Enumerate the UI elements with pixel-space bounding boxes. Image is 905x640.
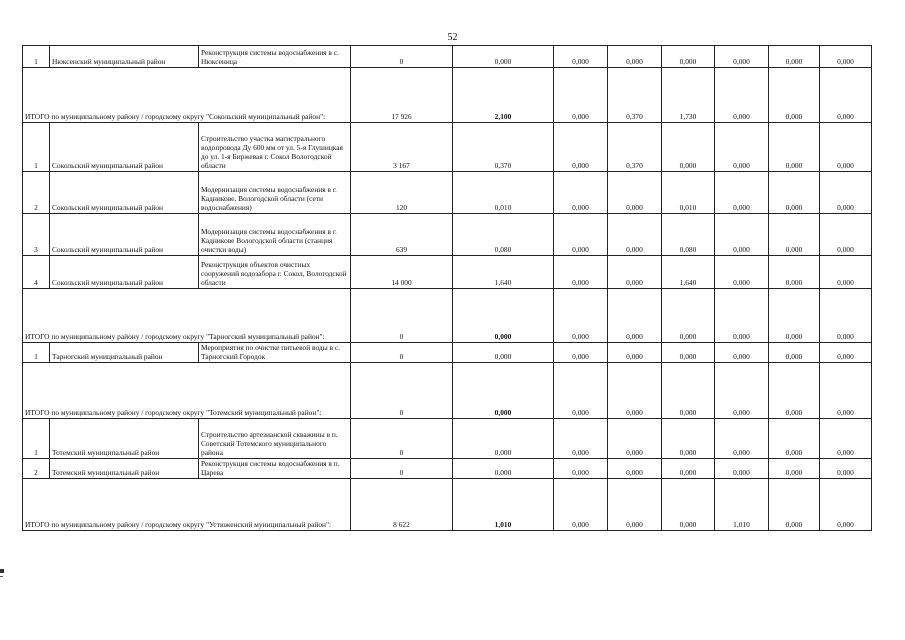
value-cell: 0,000 [715, 289, 769, 343]
value-cell: 0,000 [769, 256, 820, 289]
total-row [23, 363, 872, 419]
value-cell: 0,000 [715, 363, 769, 419]
value-cell: 0,000 [453, 459, 554, 479]
district-name: Тотемский муниципальный район [50, 459, 199, 479]
table-body [23, 46, 872, 531]
value-cell: 0,000 [662, 363, 715, 419]
project-description: Мероприятия по очистке питьевой воды в с. Тарногский Городок [199, 343, 351, 363]
margin-mark [0, 576, 3, 577]
district-name: Сокольский муниципальный район [50, 214, 199, 256]
value-cell: 0,000 [608, 289, 662, 343]
value-cell: 0,000 [715, 343, 769, 363]
value-cell: 0,000 [715, 172, 769, 214]
value-cell: 0,000 [662, 46, 715, 68]
value-cell: 0,000 [554, 68, 608, 123]
project-description: Реконструкция системы водоснабжения в с. Нюксеница [199, 46, 351, 68]
value-cell: 0,000 [820, 123, 872, 172]
value-cell: 0,000 [715, 46, 769, 68]
margin-mark [0, 569, 4, 573]
value-cell: 0,000 [769, 46, 820, 68]
total-label: ИТОГО по муниципальному району / городскому округу "Устюженский муниципальный район": [23, 479, 351, 531]
value-cell: 0,000 [608, 343, 662, 363]
value-cell: 8 622 [351, 479, 453, 531]
value-cell: 0,000 [820, 68, 872, 123]
value-cell: 0,000 [662, 343, 715, 363]
value-cell: 0,000 [554, 123, 608, 172]
value-cell: 0,000 [453, 419, 554, 459]
value-cell: 0 [351, 289, 453, 343]
row-number: 1 [23, 343, 50, 363]
total-row [23, 479, 872, 531]
value-cell: 0,370 [608, 68, 662, 123]
value-cell: 0,080 [453, 214, 554, 256]
value-cell: 0,000 [662, 289, 715, 343]
value-cell: 0 [351, 46, 453, 68]
total-label: ИТОГО по муниципальному району / городскому округу "Тарногский муниципальный район": [23, 289, 351, 343]
district-name: Тарногский муниципальный район [50, 343, 199, 363]
page-number: 52 [447, 32, 458, 43]
project-description: Реконструкция системы водоснабжения в п. Царева [199, 459, 351, 479]
project-description: Строительство участка магистрального водопровода Ду 600 мм от ул. 5-я Глушицкая до ул. 1-я Биржевая г. Сокол Вологодской области [199, 123, 351, 172]
row-number: 3 [23, 214, 50, 256]
value-cell: 0 [351, 459, 453, 479]
value-cell: 1,730 [662, 68, 715, 123]
value-cell: 0,000 [453, 363, 554, 419]
value-cell: 14 000 [351, 256, 453, 289]
value-cell: 2,100 [453, 68, 554, 123]
table-row [23, 459, 872, 479]
value-cell: 0,010 [453, 172, 554, 214]
value-cell: 0,000 [554, 256, 608, 289]
value-cell: 0,000 [453, 289, 554, 343]
value-cell: 0,370 [453, 123, 554, 172]
value-cell: 0,000 [608, 419, 662, 459]
value-cell: 0,000 [554, 419, 608, 459]
project-description: Модернизация системы водоснабжения в г. Кадникове, Вологодской области (сети водоснабжения) [199, 172, 351, 214]
value-cell: 0,000 [715, 214, 769, 256]
district-name: Тотемский муниципальный район [50, 419, 199, 459]
value-cell: 0 [351, 363, 453, 419]
value-cell: 0,000 [820, 419, 872, 459]
value-cell: 0,000 [769, 479, 820, 531]
value-cell: 0,000 [769, 289, 820, 343]
value-cell: 0,000 [662, 419, 715, 459]
value-cell: 0,000 [769, 172, 820, 214]
value-cell: 0,000 [554, 214, 608, 256]
value-cell: 0,000 [715, 459, 769, 479]
table-row [23, 343, 872, 363]
value-cell: 0,000 [608, 172, 662, 214]
value-cell: 0,000 [769, 343, 820, 363]
value-cell: 0,000 [715, 68, 769, 123]
value-cell: 0,000 [608, 256, 662, 289]
value-cell: 120 [351, 172, 453, 214]
row-number: 1 [23, 46, 50, 68]
value-cell: 0,000 [608, 214, 662, 256]
value-cell: 0,080 [662, 214, 715, 256]
value-cell: 0,000 [820, 289, 872, 343]
table-row [23, 419, 872, 459]
table-row [23, 172, 872, 214]
value-cell: 0,000 [453, 343, 554, 363]
row-number: 4 [23, 256, 50, 289]
value-cell: 0,000 [769, 214, 820, 256]
district-name: Сокольский муниципальный район [50, 256, 199, 289]
row-number: 2 [23, 172, 50, 214]
row-number: 1 [23, 123, 50, 172]
value-cell: 0,000 [820, 363, 872, 419]
value-cell: 0,000 [554, 172, 608, 214]
value-cell: 0,000 [554, 363, 608, 419]
value-cell: 0,000 [820, 343, 872, 363]
value-cell: 0,000 [608, 46, 662, 68]
row-number: 2 [23, 459, 50, 479]
value-cell: 0,000 [820, 46, 872, 68]
value-cell: 0,000 [554, 479, 608, 531]
investment-table [22, 45, 872, 531]
value-cell: 0,000 [662, 479, 715, 531]
value-cell: 0,000 [769, 363, 820, 419]
value-cell: 0,000 [554, 289, 608, 343]
value-cell: 3 167 [351, 123, 453, 172]
value-cell: 1,640 [662, 256, 715, 289]
project-description: Модернизация системы водоснабжения в г. Кадникове Вологодской области (станция очистки воды) [199, 214, 351, 256]
value-cell: 0,370 [608, 123, 662, 172]
value-cell: 0,000 [715, 123, 769, 172]
value-cell: 0 [351, 343, 453, 363]
value-cell: 0,000 [715, 256, 769, 289]
value-cell: 0,000 [820, 214, 872, 256]
district-name: Нюксенский муниципальный район [50, 46, 199, 68]
value-cell: 1,010 [453, 479, 554, 531]
value-cell: 0,000 [554, 459, 608, 479]
district-name: Сокольский муниципальный район [50, 123, 199, 172]
value-cell: 0,000 [820, 172, 872, 214]
table-row [23, 46, 872, 68]
value-cell: 0,000 [608, 479, 662, 531]
row-number: 1 [23, 419, 50, 459]
table-row [23, 214, 872, 256]
project-description: Строительство артезианской скважины в п. Советский Тотемского муниципального района [199, 419, 351, 459]
total-row [23, 289, 872, 343]
value-cell: 0,000 [554, 343, 608, 363]
project-description: Реконструкция объектов очистных сооружений водозабора г. Сокол, Вологодской области [199, 256, 351, 289]
value-cell: 0,010 [662, 172, 715, 214]
value-cell: 0,000 [769, 459, 820, 479]
value-cell: 0,000 [554, 46, 608, 68]
value-cell: 0,000 [769, 68, 820, 123]
value-cell: 0,000 [662, 123, 715, 172]
value-cell: 1,010 [715, 479, 769, 531]
value-cell: 0,000 [769, 123, 820, 172]
total-row [23, 68, 872, 123]
value-cell: 0,000 [608, 363, 662, 419]
value-cell: 0,000 [769, 419, 820, 459]
district-name: Сокольский муниципальный район [50, 172, 199, 214]
total-label: ИТОГО по муниципальному району / городскому округу "Сокольский муниципальный район": [23, 68, 351, 123]
value-cell: 0,000 [608, 459, 662, 479]
table-row [23, 256, 872, 289]
value-cell: 0,000 [820, 459, 872, 479]
value-cell: 0 [351, 419, 453, 459]
value-cell: 0,000 [820, 479, 872, 531]
value-cell: 0,000 [715, 419, 769, 459]
value-cell: 0,000 [820, 256, 872, 289]
value-cell: 0,000 [662, 459, 715, 479]
value-cell: 639 [351, 214, 453, 256]
total-label: ИТОГО по муниципальному району / городскому округу "Тотемский муниципальный район": [23, 363, 351, 419]
value-cell: 1,640 [453, 256, 554, 289]
table-row [23, 123, 872, 172]
value-cell: 0,000 [453, 46, 554, 68]
value-cell: 17 926 [351, 68, 453, 123]
